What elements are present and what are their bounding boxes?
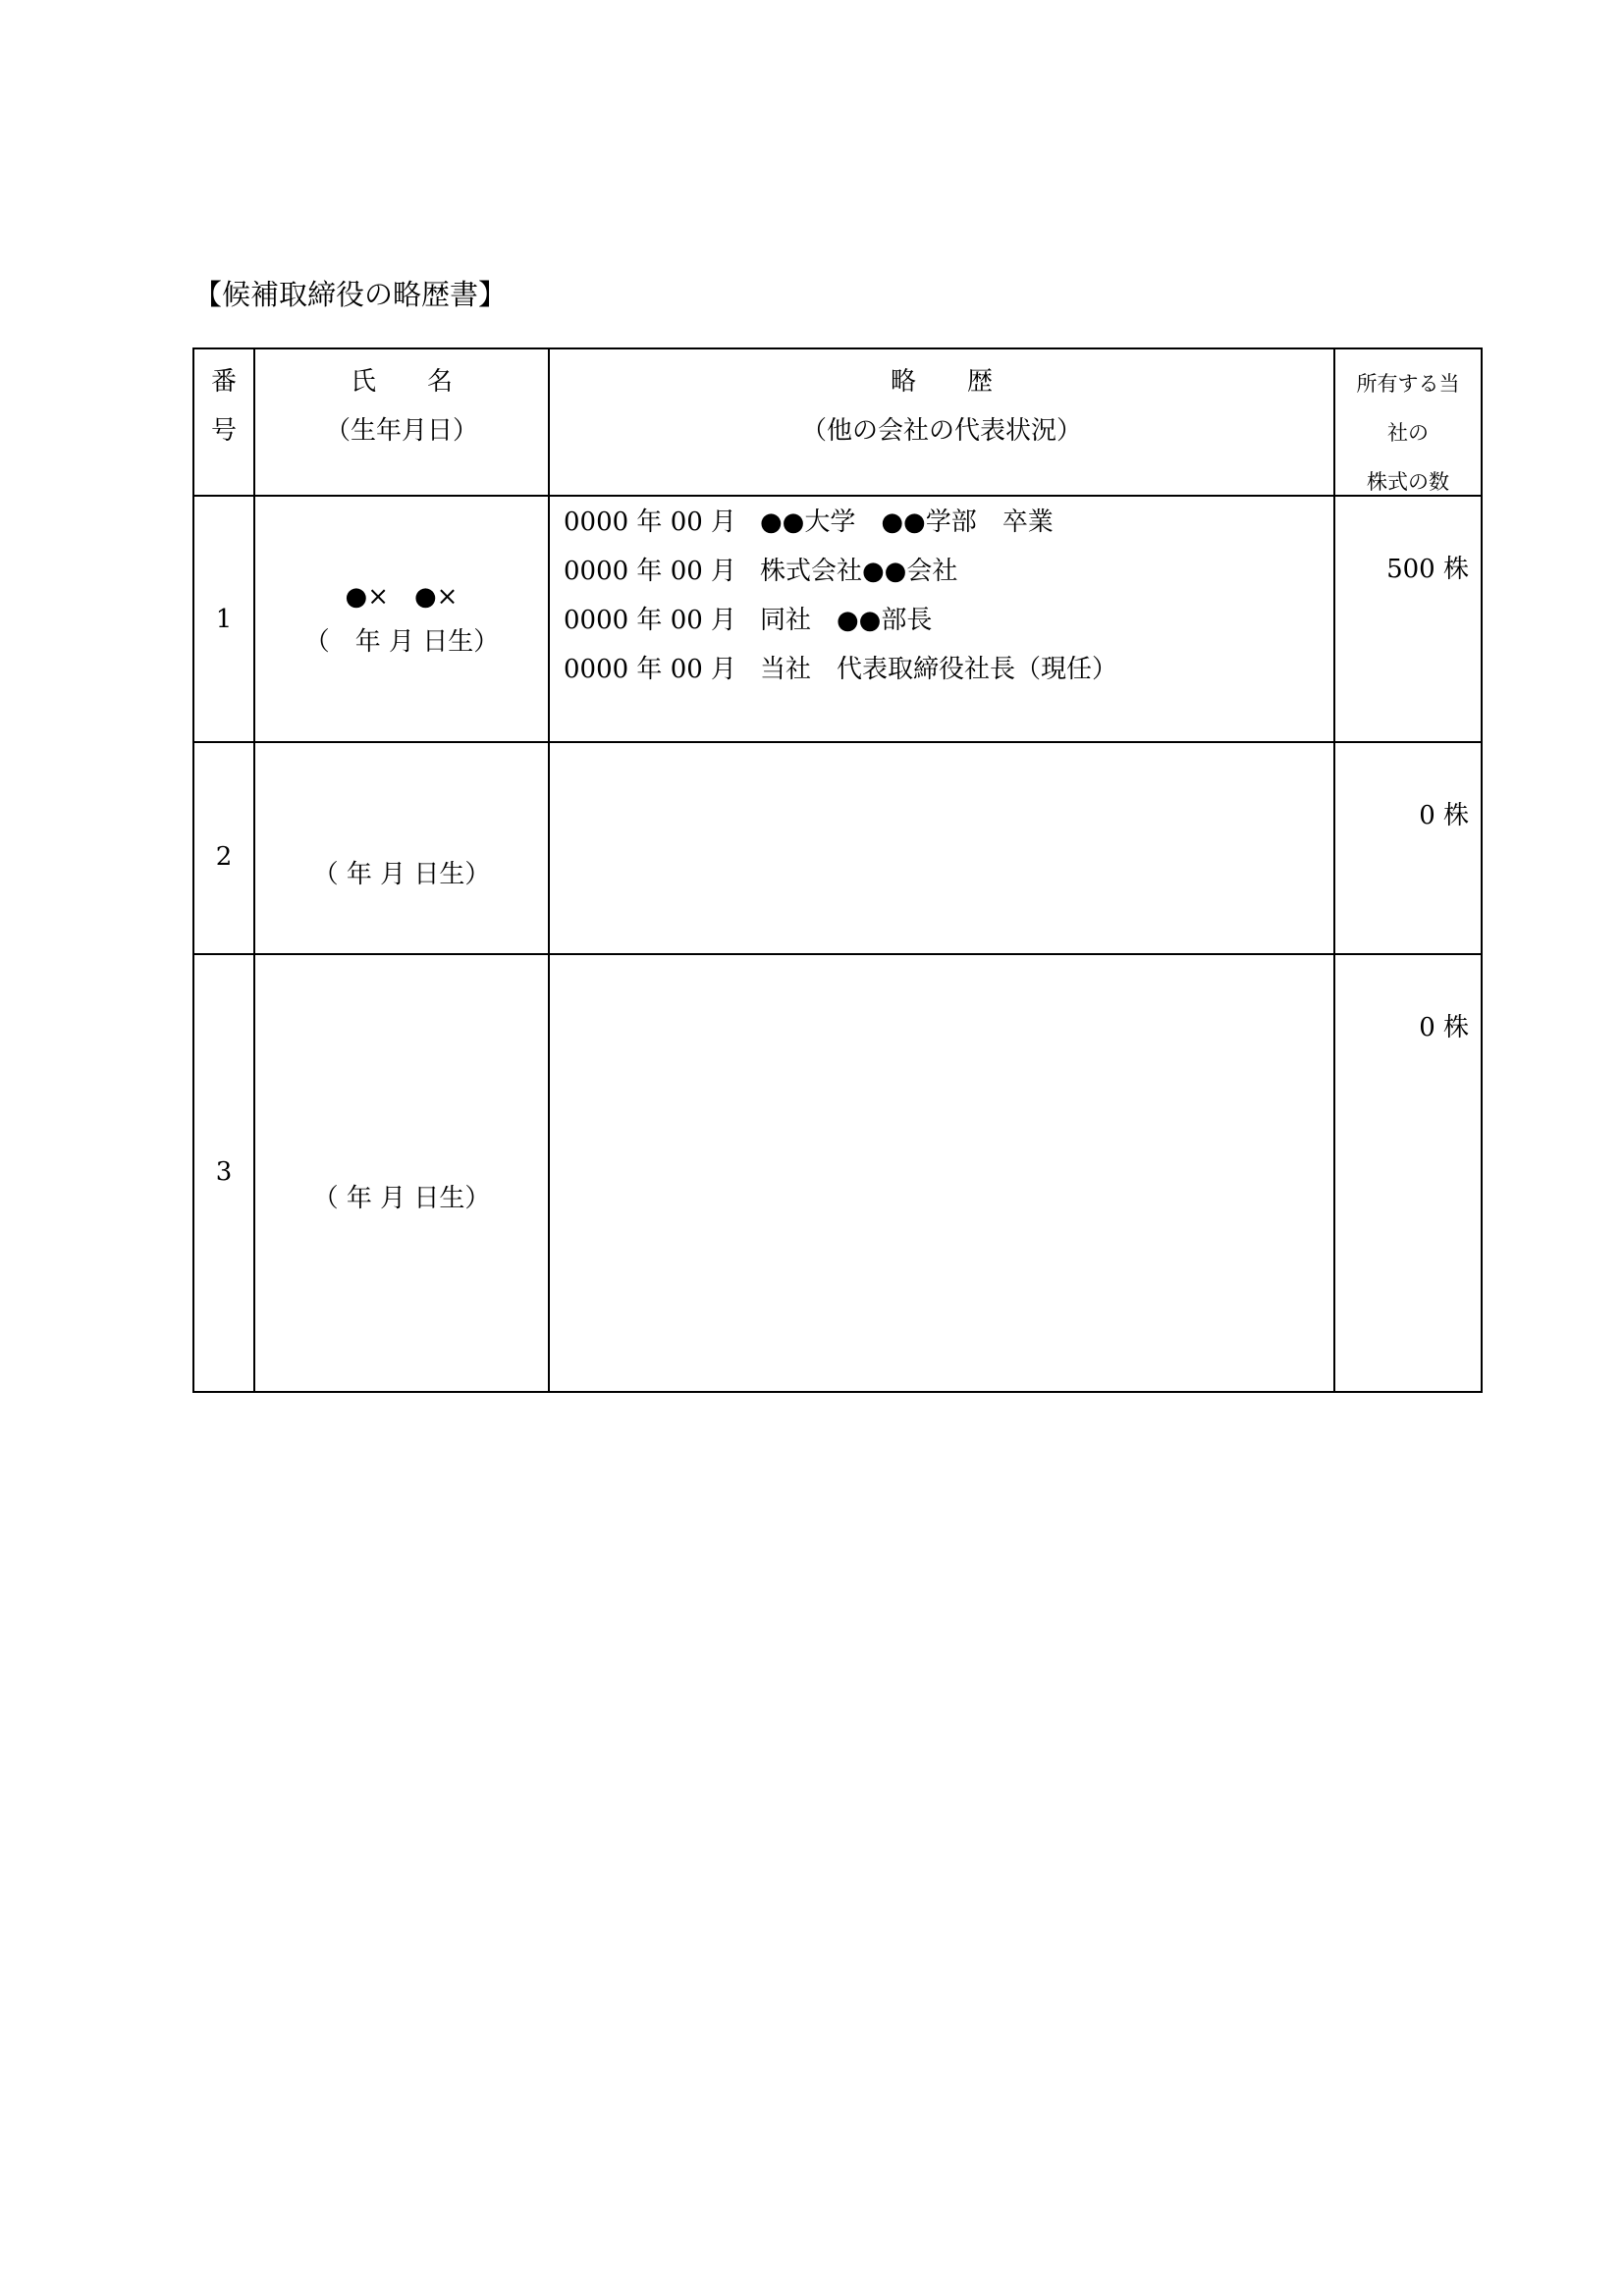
header-number-cell — [193, 348, 254, 496]
career-entry — [564, 505, 1117, 554]
table-row — [193, 954, 1482, 1392]
row-name-cell — [254, 954, 549, 1392]
shares-count: 500 株 — [1386, 555, 1469, 584]
career-text: 同社 ●●部長 — [760, 606, 933, 635]
candidate-resume-table — [192, 347, 1483, 1393]
career-date: 0000 年 00 月 — [564, 655, 737, 684]
header-number-line2: 号 — [210, 416, 237, 446]
header-shares-line3: 株式の数 — [1367, 470, 1449, 494]
header-shares-cell — [1334, 348, 1482, 496]
career-text: 当社 代表取締役社長（現任） — [760, 655, 1118, 684]
career-date: 0000 年 00 月 — [564, 557, 737, 586]
header-shares-line2: 社の — [1387, 421, 1429, 445]
career-list — [564, 505, 1117, 701]
row-number: 3 — [215, 1157, 233, 1187]
header-career-line1: 略 歴 — [890, 367, 993, 397]
career-entry — [564, 603, 1117, 652]
candidate-name: ●× ●× — [345, 582, 459, 612]
candidate-birthdate: （ 年 月 日生） — [312, 860, 491, 889]
table-header-row — [193, 348, 1482, 496]
candidate-birthdate: （ 年 月 日生） — [303, 627, 500, 657]
row-career-cell — [549, 496, 1334, 742]
header-career-cell — [549, 348, 1334, 496]
career-date: 0000 年 00 月 — [564, 507, 737, 537]
shares-count: 0 株 — [1419, 801, 1469, 830]
row-name-cell — [254, 742, 549, 954]
career-text: 株式会社●●会社 — [760, 557, 958, 586]
row-name-cell — [254, 496, 549, 742]
header-name-line2: （生年月日） — [324, 416, 478, 446]
shares-count: 0 株 — [1419, 1013, 1469, 1042]
table-row — [193, 742, 1482, 954]
header-career-line2: （他の会社の代表状況） — [800, 416, 1082, 446]
header-name-cell — [254, 348, 549, 496]
table-row — [193, 496, 1482, 742]
candidate-birthdate: （ 年 月 日生） — [312, 1184, 491, 1213]
row-shares-cell — [1334, 496, 1482, 742]
row-number-cell — [193, 742, 254, 954]
row-number-cell — [193, 954, 254, 1392]
row-shares-cell — [1334, 954, 1482, 1392]
career-entry — [564, 652, 1117, 701]
row-number: 1 — [215, 605, 233, 634]
row-shares-cell — [1334, 742, 1482, 954]
row-career-cell — [549, 954, 1334, 1392]
header-number-line1: 番 — [210, 367, 237, 397]
career-entry — [564, 554, 1117, 603]
header-shares-line1: 所有する当 — [1356, 372, 1460, 396]
document-title: 【候補取締役の略歴書】 — [193, 278, 508, 311]
row-number: 2 — [215, 842, 233, 872]
career-text: ●●大学 ●●学部 卒業 — [760, 507, 1054, 537]
row-number-cell — [193, 496, 254, 742]
career-date: 0000 年 00 月 — [564, 606, 737, 635]
header-name-line1: 氏 名 — [350, 367, 453, 397]
row-career-cell — [549, 742, 1334, 954]
